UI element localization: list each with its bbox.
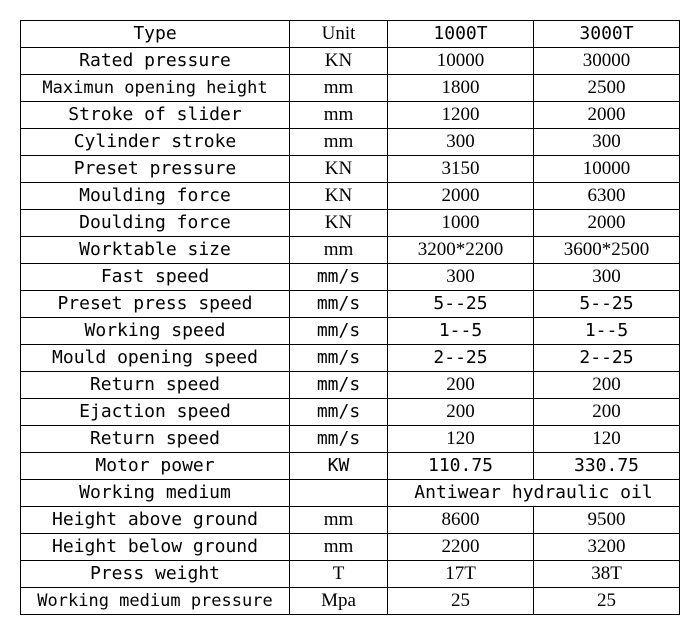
cell-1000t: 1200	[388, 102, 534, 129]
cell-type: Working medium pressure	[21, 588, 290, 615]
cell-unit: mm/s	[290, 318, 388, 345]
cell-unit: KW	[290, 453, 388, 480]
cell-unit: KN	[290, 156, 388, 183]
cell-3000t: 6300	[534, 183, 680, 210]
cell-1000t: 1000	[388, 210, 534, 237]
table-row	[21, 75, 680, 102]
table-row	[21, 345, 680, 372]
table-row	[21, 48, 680, 75]
cell-type: Working speed	[21, 318, 290, 345]
table-row	[21, 102, 680, 129]
cell-unit: mm/s	[290, 345, 388, 372]
header-type: Type	[21, 21, 290, 48]
cell-1000t: 120	[388, 426, 534, 453]
table-row	[21, 426, 680, 453]
cell-unit: mm	[290, 534, 388, 561]
cell-3000t: 9500	[534, 507, 680, 534]
cell-3000t: 120	[534, 426, 680, 453]
cell-type: Preset press speed	[21, 291, 290, 318]
table-row	[21, 183, 680, 210]
header-1000t: 1000T	[388, 21, 534, 48]
table-row	[21, 156, 680, 183]
cell-1000t: 17T	[388, 561, 534, 588]
table-row	[21, 561, 680, 588]
table-row	[21, 480, 680, 507]
cell-1000t: 2000	[388, 183, 534, 210]
cell-unit: Mpa	[290, 588, 388, 615]
cell-3000t: 300	[534, 264, 680, 291]
table-row	[21, 399, 680, 426]
cell-1000t: 10000	[388, 48, 534, 75]
specification-table	[20, 20, 680, 615]
cell-type: Press weight	[21, 561, 290, 588]
cell-1000t: 5--25	[388, 291, 534, 318]
cell-3000t: 2--25	[534, 345, 680, 372]
cell-3000t: 3600*2500	[534, 237, 680, 264]
cell-unit	[290, 480, 388, 507]
cell-3000t: 5--25	[534, 291, 680, 318]
cell-3000t: 1--5	[534, 318, 680, 345]
cell-unit: mm/s	[290, 264, 388, 291]
cell-1000t: 2200	[388, 534, 534, 561]
cell-3000t: 2500	[534, 75, 680, 102]
cell-type: Rated pressure	[21, 48, 290, 75]
cell-3000t: 200	[534, 399, 680, 426]
header-row	[21, 21, 680, 48]
cell-1000t: 1--5	[388, 318, 534, 345]
cell-unit: mm/s	[290, 372, 388, 399]
cell-type: Mould opening speed	[21, 345, 290, 372]
table-row	[21, 588, 680, 615]
cell-3000t: 200	[534, 372, 680, 399]
cell-type: Motor power	[21, 453, 290, 480]
cell-type: Preset pressure	[21, 156, 290, 183]
cell-1000t: 300	[388, 129, 534, 156]
cell-3000t: 30000	[534, 48, 680, 75]
cell-1000t: 3200*2200	[388, 237, 534, 264]
cell-1000t: 8600	[388, 507, 534, 534]
cell-unit: mm	[290, 237, 388, 264]
cell-1000t: 200	[388, 372, 534, 399]
cell-unit: mm	[290, 129, 388, 156]
cell-type: Height above ground	[21, 507, 290, 534]
cell-3000t: 10000	[534, 156, 680, 183]
table-row	[21, 372, 680, 399]
cell-1000t: 25	[388, 588, 534, 615]
cell-type: Fast speed	[21, 264, 290, 291]
header-unit: Unit	[290, 21, 388, 48]
cell-unit: KN	[290, 183, 388, 210]
cell-type: Height below ground	[21, 534, 290, 561]
spec-table-container	[20, 20, 680, 615]
table-row	[21, 453, 680, 480]
cell-type: Working medium	[21, 480, 290, 507]
table-row	[21, 129, 680, 156]
table-row	[21, 237, 680, 264]
cell-type: Stroke of slider	[21, 102, 290, 129]
cell-3000t: 25	[534, 588, 680, 615]
cell-unit: KN	[290, 48, 388, 75]
cell-unit: T	[290, 561, 388, 588]
cell-type: Cylinder stroke	[21, 129, 290, 156]
cell-1000t: 3150	[388, 156, 534, 183]
cell-unit: mm	[290, 507, 388, 534]
cell-unit: mm	[290, 102, 388, 129]
cell-1000t: 1800	[388, 75, 534, 102]
cell-type: Ejaction speed	[21, 399, 290, 426]
cell-unit: mm/s	[290, 399, 388, 426]
cell-type: Maximun opening height	[21, 75, 290, 102]
cell-unit: mm/s	[290, 426, 388, 453]
table-row	[21, 534, 680, 561]
cell-type: Moulding force	[21, 183, 290, 210]
table-row	[21, 291, 680, 318]
cell-1000t: 110.75	[388, 453, 534, 480]
cell-1000t: 200	[388, 399, 534, 426]
cell-3000t: 2000	[534, 102, 680, 129]
cell-3000t: 38T	[534, 561, 680, 588]
table-row	[21, 507, 680, 534]
cell-3000t: 300	[534, 129, 680, 156]
cell-type: Return speed	[21, 426, 290, 453]
table-row	[21, 264, 680, 291]
cell-3000t: 3200	[534, 534, 680, 561]
table-row	[21, 210, 680, 237]
cell-unit: mm	[290, 75, 388, 102]
header-3000t: 3000T	[534, 21, 680, 48]
cell-3000t: 2000	[534, 210, 680, 237]
cell-merged-value: Antiwear hydraulic oil	[388, 480, 680, 507]
cell-type: Return speed	[21, 372, 290, 399]
table-row	[21, 318, 680, 345]
cell-unit: KN	[290, 210, 388, 237]
cell-unit: mm/s	[290, 291, 388, 318]
cell-type: Doulding force	[21, 210, 290, 237]
cell-1000t: 300	[388, 264, 534, 291]
cell-type: Worktable size	[21, 237, 290, 264]
cell-3000t: 330.75	[534, 453, 680, 480]
cell-1000t: 2--25	[388, 345, 534, 372]
